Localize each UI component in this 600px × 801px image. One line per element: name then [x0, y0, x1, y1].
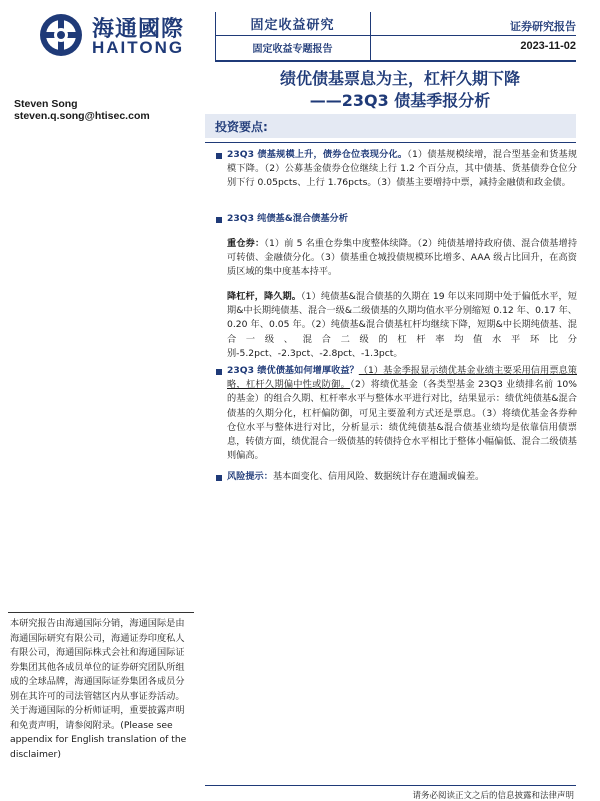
risk-warning-body: 基本面变化、信用风险、数据统计存在遗漏或偏差。	[272, 471, 485, 482]
key-point-2b-body: （1）纯债基&混合债基的久期在 19 年以来同期中处于偏低水平，短期&中长期纯债基、混合一级&二级债基的久期均值水平分别缩短 0.12 年、0.17 年、0.20 年、0.05 年。（2）纯债基&混合债基杠杆均继续下降，短期&中长期纯债基、混合一级、混合二级的杠杆率均值水平环比分别-5.2pct、-2.3pct、-2.8pct、-1.3pct。	[227, 291, 577, 359]
report-type: 证券研究报告	[510, 20, 576, 33]
report-category: 固定收益研究	[250, 18, 335, 33]
footer-rule	[205, 785, 576, 786]
risk-warning-lead: 风险提示：	[227, 471, 273, 482]
bullet-icon	[216, 369, 222, 375]
header-rule-bottom	[215, 60, 576, 62]
key-point-2a-body: （1）前 5 名重仓券集中度整体续降。（2）纯债基增持政府债、混合债基增持可转债、金融债分化。（3）债基重仓城投债规模环比增多、AAA 级占比回升，在高资质区域的集中度基本持平。	[227, 238, 578, 278]
key-point-2a	[227, 237, 577, 280]
key-point-2b	[227, 290, 577, 361]
key-point-1-body: （1）债基规模续增，混合型基金和货基规模下降。（2）公募基金债券仓位继续上行 1.2 个百分点，其中债基、货基债券仓位分别下行 0.05pcts、上行 1.76pcts。（3）债基主要增持中票，减持金融债和政金债。	[227, 149, 578, 189]
bullet-icon	[216, 153, 222, 159]
author-email[interactable]: steven.q.song@htisec.com	[14, 110, 150, 122]
key-point-3-body: （2）将绩优基金（各类型基金 23Q3 业绩排名前 10% 的基金）的组合久期、杠杆率水平与整体水平进行对比，结果显示：绩优纯债基&混合债基的久期分化，杠杆偏防御，可见主要盈利方式还是票息。（3）将绩优基金各券种仓位水平与整体进行对比，分析显示：绩优纯债基&混合债基业绩均是依靠信用债票息，转债方面，绩优混合一级债基的转债持仓水平相比于整体小幅偏低、混合二级债基则偏高。	[227, 379, 578, 462]
report-subtitle: ——23Q3 债基季报分析	[309, 91, 491, 110]
key-point-2-heading	[227, 212, 577, 226]
author-name: Steven Song	[14, 98, 78, 110]
key-point-3	[227, 364, 577, 463]
logo-english-text: HAITONG	[92, 38, 185, 57]
key-point-4	[227, 470, 577, 484]
header-divider-right	[370, 12, 371, 60]
report-title: 绩优债基票息为主，杠杆久期下降	[279, 69, 520, 88]
bullet-icon	[216, 475, 222, 481]
logo-emblem-icon	[38, 12, 84, 58]
key-points-heading: 投资要点:	[215, 120, 268, 134]
logo-chinese-text: 海通國際	[92, 17, 185, 42]
header-rule-mid	[215, 35, 576, 36]
footer-notice: 请务必阅读正文之后的信息披露和法律声明	[412, 791, 574, 801]
report-date: 2023-11-02	[520, 40, 576, 52]
key-point-1-lead: 23Q3 债基规模上升，债券仓位表现分化。	[227, 149, 408, 160]
disclaimer-text: 本研究报告由海通国际分销，海通国际是由海通国际研究有限公司，海通证券印度私人有限公司，海通国际株式会社和海通国际证券集团其他各成员单位的证券研究团队所组成的全球品牌，海通国际证券集团各成员分别在其许可的司法管辖区内从事证券活动。关于海通国际的分析师证明，重要披露声明和免责声明，请参阅附录。(Please see appendix for English translation of the disclaimer)	[10, 618, 187, 760]
disclaimer-rule	[8, 612, 194, 613]
key-point-2a-lead: 重仓券：	[227, 238, 265, 249]
key-point-3-underlined: （1）基金季报显示绩优基金业绩主要采用信用票息策略，杠杆久期偏中性或防御。	[227, 365, 577, 391]
report-subcategory: 固定收益专题报告	[252, 44, 333, 55]
key-point-1	[227, 148, 577, 191]
key-points-rule	[205, 142, 576, 143]
key-point-2b-lead: 降杠杆，降久期。	[227, 291, 302, 302]
key-point-3-lead: 23Q3 绩优债基如何增厚收益？	[227, 365, 359, 376]
header-category-wrap	[215, 14, 370, 33]
bullet-icon	[216, 217, 222, 223]
key-point-2-lead: 23Q3 纯债基&混合债基分析	[227, 213, 348, 224]
